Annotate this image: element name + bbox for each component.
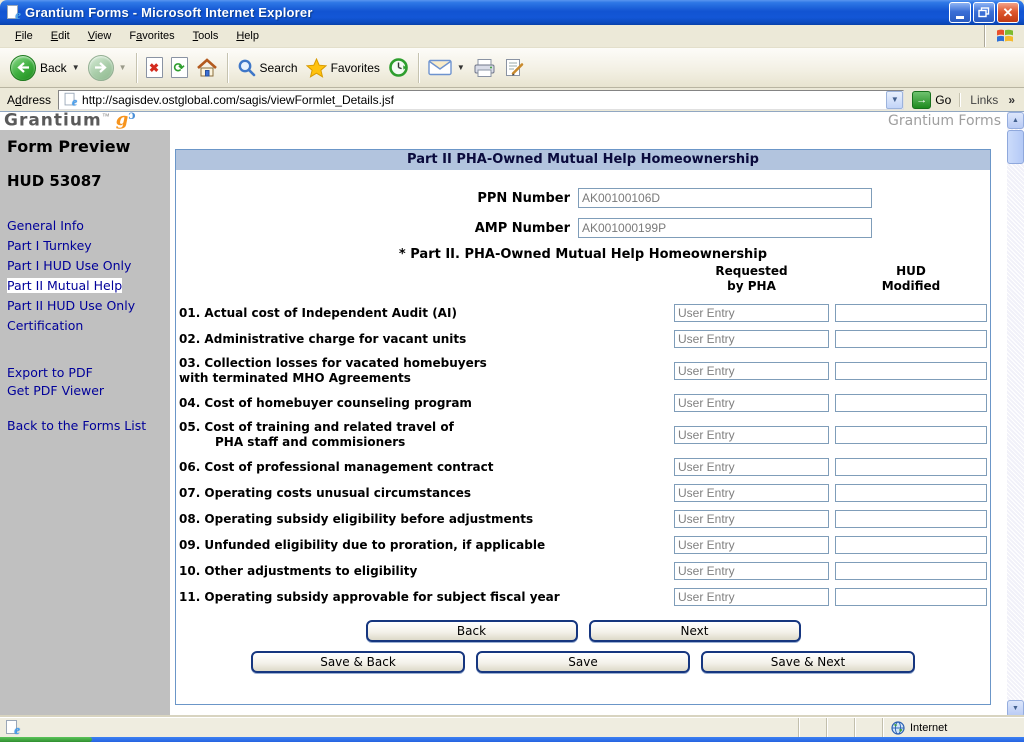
- back-button[interactable]: Back: [366, 620, 578, 642]
- requested-by-pha-input[interactable]: [674, 362, 829, 380]
- search-button[interactable]: [233, 56, 302, 79]
- requested-by-pha-input[interactable]: [674, 536, 829, 554]
- row-label: 07. Operating costs unusual circumstances: [179, 485, 472, 500]
- row-label: 09. Unfunded eligibility due to proration, if applicable: [179, 537, 546, 552]
- form-row: [179, 356, 987, 386]
- close-icon: ✕: [1002, 5, 1014, 20]
- ppn-input[interactable]: [578, 188, 872, 208]
- row-label: 08. Operating subsidy eligibility before adjustments: [179, 511, 534, 526]
- minimize-button[interactable]: [949, 2, 971, 23]
- save-next-button[interactable]: Save & Next: [701, 651, 915, 673]
- search-icon: [237, 58, 256, 77]
- row-label: 02. Administrative charge for vacant units: [179, 331, 467, 346]
- grantium-logo-strip: [0, 112, 1007, 130]
- hud-modified-input[interactable]: [835, 536, 987, 554]
- back-button[interactable]: [6, 53, 84, 83]
- edit-icon: [504, 58, 525, 77]
- amp-row: [176, 218, 990, 238]
- address-bar: [0, 88, 1024, 112]
- sidebar: [0, 130, 170, 717]
- hud-modified-input[interactable]: [835, 330, 987, 348]
- edit-button[interactable]: [500, 56, 529, 79]
- form-rows: [179, 304, 987, 606]
- row-label: 04. Cost of homebuyer counseling program: [179, 395, 472, 410]
- requested-by-pha-input[interactable]: [674, 330, 829, 348]
- form-row: [179, 330, 987, 348]
- ppn-row: [176, 188, 990, 208]
- next-button[interactable]: Next: [589, 620, 801, 642]
- scrollbar-thumb[interactable]: [1007, 130, 1024, 164]
- go-arrow-icon: →: [912, 91, 931, 109]
- sidebar-link-export-to-pdf[interactable]: Export to PDF: [7, 365, 93, 380]
- menu-view[interactable]: View: [87, 30, 112, 42]
- menu-favorites[interactable]: Favorites: [129, 30, 175, 42]
- taskbar-strip: [0, 737, 1024, 742]
- stop-button[interactable]: [142, 55, 167, 80]
- status-pane: [798, 718, 826, 737]
- address-field[interactable]: [58, 90, 904, 110]
- form-row: [179, 394, 987, 412]
- menu-tools[interactable]: Tools: [192, 30, 219, 42]
- address-url[interactable]: http://sagisdev.ostglobal.com/sagis/viewFormlet_Details.jsf: [82, 92, 394, 107]
- form-row: [179, 458, 987, 476]
- search-label: Search: [259, 60, 298, 75]
- grantium-logo: Grantium™ $g^ɔ$: [4, 112, 136, 130]
- hud-modified-input[interactable]: [835, 588, 987, 606]
- browser-viewport: [0, 112, 1024, 717]
- vertical-scrollbar[interactable]: [1007, 112, 1024, 717]
- sidebar-tools: [7, 364, 166, 400]
- hud-modified-input[interactable]: [835, 362, 987, 380]
- hud-modified-input[interactable]: [835, 562, 987, 580]
- row-label: 11. Operating subsidy approvable for subject fiscal year: [179, 589, 560, 604]
- row-label: 10. Other adjustments to eligibility: [179, 563, 418, 578]
- hud-modified-input[interactable]: [835, 426, 987, 444]
- sidebar-title: Form Preview: [7, 137, 131, 156]
- hud-modified-header: HUD Modified: [881, 264, 941, 293]
- links-toolbar[interactable]: [959, 93, 1021, 107]
- forward-dropdown-icon[interactable]: ▼: [118, 63, 127, 72]
- menu-bar: [0, 25, 1024, 48]
- window-title: Grantium Forms - Microsoft Internet Explorer: [25, 5, 313, 20]
- panel-title: Part II PHA-Owned Mutual Help Homeownership: [176, 150, 990, 170]
- toolbar-separator: [227, 53, 228, 83]
- address-label: Address: [7, 92, 52, 107]
- menu-file[interactable]: File: [15, 30, 33, 42]
- history-icon: [388, 57, 409, 78]
- back-dropdown-icon[interactable]: ▼: [71, 63, 80, 72]
- requested-by-pha-input[interactable]: [674, 394, 829, 412]
- restore-button[interactable]: [973, 2, 995, 23]
- form-row: [179, 420, 987, 450]
- internet-globe-icon: [891, 721, 905, 735]
- refresh-icon: ⟳: [171, 57, 188, 78]
- back-to-forms-list-link[interactable]: Back to the Forms List: [7, 418, 147, 433]
- save-back-button[interactable]: Save & Back: [251, 651, 465, 673]
- requested-by-pha-input[interactable]: [674, 510, 829, 528]
- form-panel: [175, 149, 991, 705]
- amp-label: AMP Number: [474, 220, 570, 236]
- save-button[interactable]: Save: [476, 651, 690, 673]
- status-bar: [0, 717, 1024, 737]
- windows-logo-icon: [984, 25, 1024, 47]
- back-label: Back: [40, 60, 67, 75]
- form-row: [179, 562, 987, 580]
- requested-by-pha-header: Requested by PHA: [715, 264, 788, 293]
- links-label: Links: [970, 92, 999, 107]
- stop-icon: ✖: [146, 57, 163, 78]
- print-icon: [473, 58, 496, 78]
- form-row: [179, 510, 987, 528]
- column-headers: [179, 264, 987, 294]
- sidebar-link-get-pdf-viewer[interactable]: Get PDF Viewer: [7, 383, 105, 398]
- favorites-button[interactable]: [302, 56, 384, 80]
- scroll-up-icon[interactable]: ▲: [1007, 112, 1024, 129]
- mail-icon: [428, 59, 452, 76]
- form-number: HUD 53087: [7, 172, 102, 190]
- ppn-label: PPN Number: [477, 190, 570, 206]
- status-page-icon: e: [4, 720, 20, 736]
- title-bar: [0, 0, 1024, 25]
- address-dropdown-icon[interactable]: ▼: [886, 91, 903, 109]
- sidebar-item-general-info[interactable]: General Info: [7, 218, 84, 233]
- favorites-star-icon: [306, 58, 327, 78]
- zone-label: Internet: [910, 721, 948, 734]
- grantium-forms-label: Grantium Forms: [888, 113, 1001, 129]
- hud-modified-input[interactable]: [835, 458, 987, 476]
- hud-modified-input[interactable]: [835, 510, 987, 528]
- row-label: 03. Collection losses for vacated homebuyers with terminated MHO Agreements: [179, 356, 487, 385]
- menu-help[interactable]: Help: [236, 30, 259, 42]
- hud-modified-input[interactable]: [835, 304, 987, 322]
- hud-modified-input[interactable]: [835, 394, 987, 412]
- page-icon: e: [63, 92, 77, 106]
- status-pane: [826, 718, 854, 737]
- requested-by-pha-input[interactable]: [674, 484, 829, 502]
- sidebar-item-part-i-turnkey[interactable]: Part I Turnkey: [7, 238, 92, 253]
- go-button[interactable]: [904, 91, 959, 109]
- requested-by-pha-input[interactable]: [674, 426, 829, 444]
- sidebar-item-part-ii-mutual-help[interactable]: Part II Mutual Help: [7, 278, 123, 293]
- row-label: 05. Cost of training and related travel of PHA staff and commisioners: [179, 420, 454, 449]
- refresh-button[interactable]: [167, 55, 192, 80]
- favorites-label: Favorites: [330, 60, 380, 75]
- main-area: [170, 130, 1007, 717]
- row-label: 01. Actual cost of Independent Audit (AI): [179, 305, 457, 320]
- minimize-icon: [956, 16, 964, 19]
- sidebar-item-part-i-hud-use-only[interactable]: Part I HUD Use Only: [7, 258, 132, 273]
- forward-icon: [88, 55, 114, 81]
- go-label: Go: [935, 92, 952, 107]
- close-button[interactable]: [997, 2, 1019, 23]
- form-row: [179, 484, 987, 502]
- menu-edit[interactable]: Edit: [50, 30, 70, 42]
- save-buttons-row: [176, 651, 990, 673]
- form-row: [179, 536, 987, 554]
- standard-buttons-toolbar: [0, 48, 1024, 88]
- form-row: [179, 304, 987, 322]
- amp-input[interactable]: [578, 218, 872, 238]
- requested-by-pha-input[interactable]: [674, 458, 829, 476]
- forward-button[interactable]: [84, 53, 131, 83]
- mail-dropdown-icon[interactable]: ▼: [456, 63, 465, 72]
- toolbar-separator: [136, 53, 137, 83]
- history-button[interactable]: [384, 55, 413, 80]
- section-title: * Part II. PHA-Owned Mutual Help Homeownership: [398, 247, 768, 262]
- requested-by-pha-input[interactable]: [674, 588, 829, 606]
- ie-window-icon: e: [5, 5, 21, 21]
- status-pane: [854, 718, 882, 737]
- security-zone: [882, 718, 1020, 737]
- home-icon: [196, 58, 218, 78]
- nav-buttons-row: [176, 620, 990, 642]
- mail-button[interactable]: [424, 57, 469, 78]
- restore-icon: [978, 7, 990, 18]
- requested-by-pha-input[interactable]: [674, 562, 829, 580]
- scroll-down-icon[interactable]: ▼: [1007, 700, 1024, 717]
- form-row: [179, 588, 987, 606]
- sidebar-item-part-ii-hud-use-only[interactable]: Part II HUD Use Only: [7, 298, 136, 313]
- start-button-fragment[interactable]: [0, 737, 92, 742]
- sidebar-nav: [7, 216, 166, 336]
- row-label: 06. Cost of professional management contract: [179, 459, 494, 474]
- toolbar-separator: [418, 53, 419, 83]
- hud-modified-input[interactable]: [835, 484, 987, 502]
- print-button[interactable]: [469, 56, 500, 80]
- chevron-icon: »: [1008, 92, 1015, 107]
- back-icon: [10, 55, 36, 81]
- sidebar-item-certification[interactable]: Certification: [7, 318, 84, 333]
- requested-by-pha-input[interactable]: [674, 304, 829, 322]
- home-button[interactable]: [192, 56, 222, 80]
